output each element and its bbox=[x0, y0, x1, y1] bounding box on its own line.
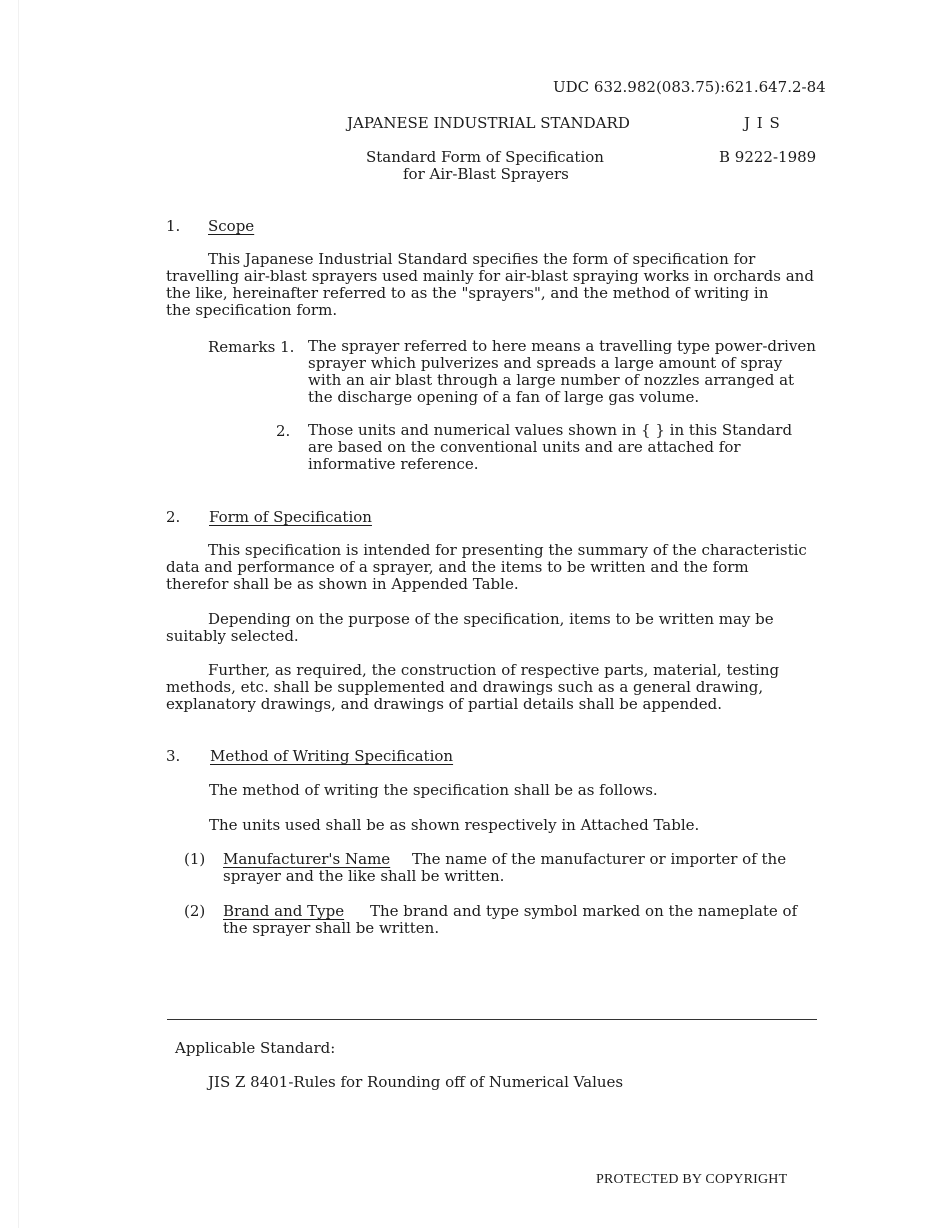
document-title-line1: Standard Form of Specification bbox=[366, 148, 604, 166]
standard-name: JAPANESE INDUSTRIAL STANDARD bbox=[347, 114, 630, 132]
item-1-text: The name of the manufacturer or importer of the bbox=[412, 850, 787, 868]
scan-edge-shadow bbox=[18, 0, 19, 1228]
item-1-text-line-2: sprayer and the like shall be written. bbox=[223, 867, 505, 885]
applicable-standard-label: Applicable Standard: bbox=[175, 1039, 336, 1057]
form-p3-line-1: Further, as required, the construction of respective parts, material, testing bbox=[208, 661, 780, 679]
item-1-number: (1) bbox=[184, 850, 206, 868]
section-1-heading: Scope bbox=[208, 217, 255, 235]
item-2-text: The brand and type symbol marked on the nameplate of bbox=[370, 902, 798, 920]
copyright-notice: PROTECTED BY COPYRIGHT bbox=[596, 1172, 788, 1187]
method-line-2: The units used shall be as shown respectively in Attached Table. bbox=[209, 816, 700, 834]
form-p1-line-3: therefor shall be as shown in Appended Table. bbox=[166, 575, 519, 593]
form-p1-line-1: This specification is intended for presenting the summary of the characteristic bbox=[208, 541, 807, 559]
applicable-standard-reference: JIS Z 8401-Rules for Rounding off of Numerical Values bbox=[208, 1073, 624, 1091]
form-p2-line-1: Depending on the purpose of the specification, items to be written may be bbox=[208, 610, 774, 628]
udc-code: UDC 632.982(083.75):621.647.2-84 bbox=[553, 78, 826, 96]
section-2-number: 2. bbox=[166, 508, 181, 526]
section-3-heading: Method of Writing Specification bbox=[210, 747, 454, 765]
footer-divider bbox=[167, 1019, 817, 1020]
standard-number: B 9222-1989 bbox=[719, 148, 817, 166]
section-3-number: 3. bbox=[166, 747, 181, 765]
remark-1-line-1: The sprayer referred to here means a travelling type power-driven bbox=[308, 337, 816, 355]
remark-2-line-2: are based on the conventional units and are attached for bbox=[308, 438, 741, 456]
remark-2-number: 2. bbox=[276, 422, 291, 440]
scope-line-3: the like, hereinafter referred to as the "sprayers", and the method of writing in bbox=[166, 284, 769, 302]
section-2-heading: Form of Specification bbox=[209, 508, 372, 526]
scope-line-1: This Japanese Industrial Standard specifies the form of specification for bbox=[208, 250, 756, 268]
jis-mark: J I S bbox=[744, 114, 781, 132]
item-2-number: (2) bbox=[184, 902, 206, 920]
form-p1-line-2: data and performance of a sprayer, and the items to be written and the form bbox=[166, 558, 749, 576]
remark-1-line-2: sprayer which pulverizes and spreads a large amount of spray bbox=[308, 354, 783, 372]
form-p3-line-3: explanatory drawings, and drawings of partial details shall be appended. bbox=[166, 695, 723, 713]
remark-2-line-3: informative reference. bbox=[308, 455, 479, 473]
remark-1-line-3: with an air blast through a large number of nozzles arranged at bbox=[308, 371, 795, 389]
item-2-text-line-2: the sprayer shall be written. bbox=[223, 919, 440, 937]
method-line-1: The method of writing the specification shall be as follows. bbox=[209, 781, 658, 799]
document-title-line2: for Air-Blast Sprayers bbox=[403, 165, 569, 183]
scope-line-2: travelling air-blast sprayers used mainly for air-blast spraying works in orchards and bbox=[166, 267, 814, 285]
remarks-label: Remarks 1. bbox=[208, 338, 295, 356]
item-1-term: Manufacturer's Name bbox=[223, 850, 391, 868]
item-2-term: Brand and Type bbox=[223, 902, 345, 920]
remark-1-line-4: the discharge opening of a fan of large gas volume. bbox=[308, 388, 700, 406]
section-1-number: 1. bbox=[166, 217, 181, 235]
form-p3-line-2: methods, etc. shall be supplemented and drawings such as a general drawing, bbox=[166, 678, 764, 696]
scope-line-4: the specification form. bbox=[166, 301, 338, 319]
remark-2-line-1: Those units and numerical values shown in { } in this Standard bbox=[308, 421, 793, 439]
form-p2-line-2: suitably selected. bbox=[166, 627, 299, 645]
